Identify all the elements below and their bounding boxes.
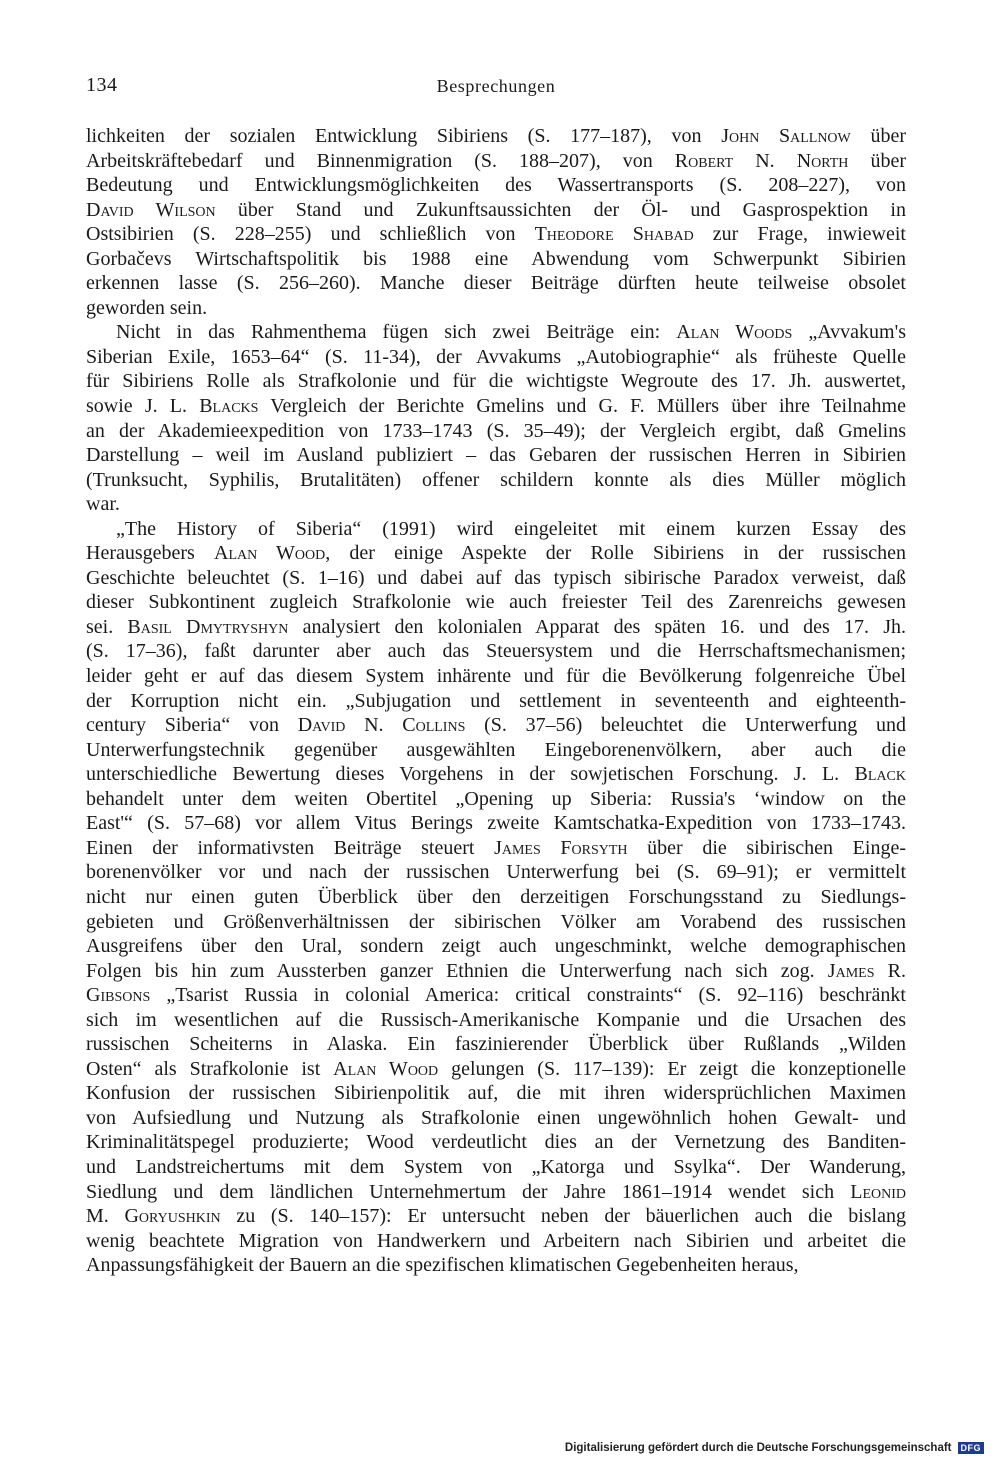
text-segment: sowie J. L. (86, 395, 200, 418)
text-line (86, 443, 906, 468)
text-segment: behandelt unter dem weiten Obertitel „Opening up Siberia: Russia's ‘window on the (86, 787, 906, 810)
text-segment: (S. 37–56) beleuchtet die Unterwerfung und (465, 714, 906, 737)
text-line (86, 517, 906, 542)
text-segment: Unterwerfungstechnik gegenüber ausgewählten Eingeborenenvölkern, aber auch die (86, 738, 906, 761)
text-line (86, 419, 906, 444)
text-segment: borenenvölker vor und nach der russischen Unterwerfung bei (S. 69–91); er vermittelt (86, 861, 906, 884)
text-line (86, 1204, 906, 1229)
text-line (86, 983, 906, 1008)
text-segment: „Tsarist Russia in colonial America: critical constraints“ (S. 92–116) beschränkt (150, 984, 906, 1007)
text-line (86, 1155, 906, 1180)
text-line (86, 1180, 906, 1205)
text-segment: erkennen lasse (S. 256–260). Manche dieser Beiträge dürften heute teilweise obsolet (86, 272, 906, 295)
text-line (86, 1106, 906, 1131)
running-title: Besprechungen (436, 76, 556, 96)
text-line (86, 787, 906, 812)
text-line (86, 811, 906, 836)
author-name: James R. (827, 959, 906, 982)
text-line (86, 1008, 906, 1033)
text-line (86, 1032, 906, 1057)
text-segment: und Landstreichertums mit dem System von „Katorga und Ssylka“. Der Wanderung, (86, 1155, 906, 1178)
text-line (86, 639, 906, 664)
page-header (86, 74, 906, 100)
author-name: John Sallnow (721, 125, 851, 147)
review-body-text (86, 124, 906, 1278)
text-segment: lichkeiten der sozialen Entwicklung Sibiriens (S. 177–187), von (86, 125, 722, 147)
author-name: David N. Collins (297, 714, 466, 737)
text-line (86, 369, 906, 394)
text-line (86, 934, 906, 959)
text-line (86, 664, 906, 689)
text-segment: gebieten und Größenverhältnissen der sibirischen Völker am Vorabend des russischen (86, 910, 906, 933)
text-segment: Kriminalitätspegel produzierte; Wood verdeutlicht dies an der Vernetzung des Banditen- (86, 1131, 906, 1154)
text-segment: century Siberia“ von (86, 714, 298, 737)
text-line (86, 222, 906, 247)
text-segment: Einen der informativsten Beiträge steuert (86, 836, 495, 859)
page-number: 134 (86, 74, 118, 96)
text-segment: über Stand und Zukunftsaussichten der Öl- und Gasprospektion in (215, 198, 906, 221)
text-line (86, 959, 906, 984)
text-segment: Geschichte beleuchtet (S. 1–16) und dabei auf das typisch sibirische Paradox verweist, daß (86, 566, 906, 589)
text-segment: Arbeitskräftebedarf und Binnenmigration (S. 188–207), von (86, 149, 675, 172)
text-segment: über die sibirischen Einge- (627, 836, 906, 859)
text-segment: Konfusion der russischen Sibirienpolitik auf, die mit ihren widersprüchlichen Maximen (86, 1082, 906, 1105)
text-segment: unterschiedliche Bewertung dieses Vorgehens in der sowjetischen Forschung. J. L. (86, 763, 855, 786)
text-line (86, 173, 906, 198)
text-segment: East'“ (S. 57–68) vor allem Vitus Berings zweite Kamtschatka-Expedition von 1733–1743. (86, 812, 906, 835)
text-segment: russischen Scheiterns in Alaska. Ein faszinierender Überblick über Rußlands „Wilden (86, 1033, 906, 1056)
text-segment: geworden sein. (86, 296, 208, 319)
text-segment: Osten“ als Strafkolonie ist (86, 1057, 334, 1080)
author-name: M. Goryushkin (86, 1205, 221, 1228)
text-segment: leider geht er auf das diesem System inhärente und für die Bevölkerung folgenreiche Übel (86, 665, 906, 688)
text-line (86, 1229, 906, 1254)
text-segment: Vergleich der Berichte Gmelins und G. F. Müllers über ihre Teilnahme (258, 395, 906, 418)
author-name: Gibsons (86, 984, 151, 1007)
text-line (86, 468, 906, 493)
text-segment: Folgen bis hin zum Aussterben ganzer Ethnien die Unterwerfung nach sich zog. (86, 959, 828, 982)
author-name: Blacks (199, 395, 259, 418)
text-line (86, 1057, 906, 1082)
author-name: Robert N. North (674, 149, 849, 172)
text-segment: analysiert den kolonialen Apparat des späten 16. und des 17. Jh. (288, 615, 906, 638)
text-line (86, 885, 906, 910)
text-segment: (S. 17–36), faßt darunter aber auch das Steuersystem und die Herrschaftsmechanismen; (86, 640, 906, 663)
text-line (86, 149, 906, 174)
text-line (86, 590, 906, 615)
text-segment: Darstellung – weil im Ausland publiziert – das Gebaren der russischen Herren in Sibirien (86, 444, 906, 467)
text-segment: „The History of Siberia“ (1991) wird eingeleitet mit einem kurzen Essay des (116, 517, 906, 540)
text-line (86, 738, 906, 763)
text-line (86, 1130, 906, 1155)
text-segment: von Aufsiedlung und Nutzung als Strafkolonie einen ungewöhnlich hohen Gewalt- und (86, 1106, 906, 1129)
digitization-footer (565, 1442, 984, 1454)
text-line (86, 320, 906, 345)
text-line (86, 1253, 906, 1278)
author-name: James Forsyth (494, 836, 628, 859)
text-segment: (Trunksucht, Syphilis, Brutalitäten) offener schildern konnte als dies Müller möglich (86, 468, 906, 491)
text-line (86, 271, 906, 296)
text-line (86, 762, 906, 787)
text-segment: nicht nur einen guten Überblick über den derzeitigen Forschungsstand zu Siedlungs- (86, 885, 906, 908)
author-name: Theodore Shabad (534, 223, 694, 246)
text-segment: zur Frage, inwieweit (693, 223, 906, 246)
text-segment: wenig beachtete Migration von Handwerkern und Arbeitern nach Sibirien und arbeitet die (86, 1229, 906, 1252)
text-segment: , der einige Aspekte der Rolle Sibiriens in der russischen (325, 542, 906, 565)
text-segment: über (850, 125, 906, 147)
footer-credit: Digitalisierung gefördert durch die Deutsche Forschungsgemeinschaft (564, 1442, 952, 1454)
text-line (86, 860, 906, 885)
text-segment: der Korruption nicht ein. „Subjugation und settlement in seventeenth and eighteenth- (86, 689, 906, 712)
dfg-logo: DFG (958, 1442, 985, 1454)
text-segment: gelungen (S. 117–139): Er zeigt die konzeptionelle (438, 1057, 906, 1080)
text-segment: Herausgebers (86, 542, 215, 565)
text-segment: an der Akademieexpedition von 1733–1743 (S. 35–49); der Vergleich ergibt, daß Gmelins (86, 419, 906, 442)
text-line (86, 566, 906, 591)
text-line (86, 345, 906, 370)
text-segment: dieser Subkontinent zugleich Strafkolonie wie auch freiester Teil des Zarenreichs gewesen (86, 591, 906, 614)
text-segment: Siberian Exile, 1653–64“ (S. 11-34), der Avvakums „Autobiographie“ als früheste Quelle (86, 345, 906, 368)
text-line (86, 836, 906, 861)
text-line (86, 689, 906, 714)
text-segment: „Avvakum's (792, 321, 906, 344)
text-line (86, 124, 906, 149)
author-name: David Wilson (86, 198, 216, 221)
author-name: Basil Dmytryshyn (127, 615, 289, 638)
author-name: Alan Woods (676, 321, 793, 344)
text-segment: Anpassungsfähigkeit der Bauern an die spezifischen klimatischen Gegebenheiten heraus, (86, 1254, 799, 1277)
text-segment: Ausgreifens über den Ural, sondern zeigt auch ungeschminkt, welche demographischen (86, 935, 906, 958)
text-segment: Gorbačevs Wirtschaftspolitik bis 1988 eine Abwendung vom Schwerpunkt Sibirien (86, 247, 906, 270)
text-segment: sei. (86, 615, 128, 638)
text-line (86, 296, 906, 321)
text-segment: zu (S. 140–157): Er untersucht neben der bäuerlichen auch die bislang (220, 1205, 906, 1228)
text-segment: Siedlung und dem ländlichen Unternehmertum der Jahre 1861–1914 wendet sich (86, 1180, 851, 1203)
text-segment: war. (86, 493, 120, 516)
text-line (86, 198, 906, 223)
author-name: Alan Wood (214, 542, 326, 565)
text-segment: Bedeutung und Entwicklungsmöglichkeiten des Wassertransports (S. 208–227), von (86, 174, 906, 197)
text-segment: Ostsibirien (S. 228–255) und schließlich von (86, 223, 535, 246)
text-line (86, 910, 906, 935)
author-name: Alan Wood (333, 1057, 439, 1080)
author-name: Leonid (850, 1180, 906, 1203)
text-line (86, 541, 906, 566)
text-line (86, 492, 906, 517)
text-line (86, 1081, 906, 1106)
text-segment: über (848, 149, 906, 172)
text-line (86, 615, 906, 640)
text-line (86, 247, 906, 272)
author-name: Black (854, 763, 906, 786)
text-segment: Nicht in das Rahmenthema fügen sich zwei Beiträge ein: (116, 321, 677, 344)
text-line (86, 713, 906, 738)
text-segment: sich im wesentlichen auf die Russisch-Amerikanische Kompanie und die Ursachen des (86, 1008, 906, 1031)
text-segment: für Sibiriens Rolle als Strafkolonie und für die wichtigste Wegroute des 17. Jh. auswertet, (86, 370, 906, 393)
text-line (86, 394, 906, 419)
